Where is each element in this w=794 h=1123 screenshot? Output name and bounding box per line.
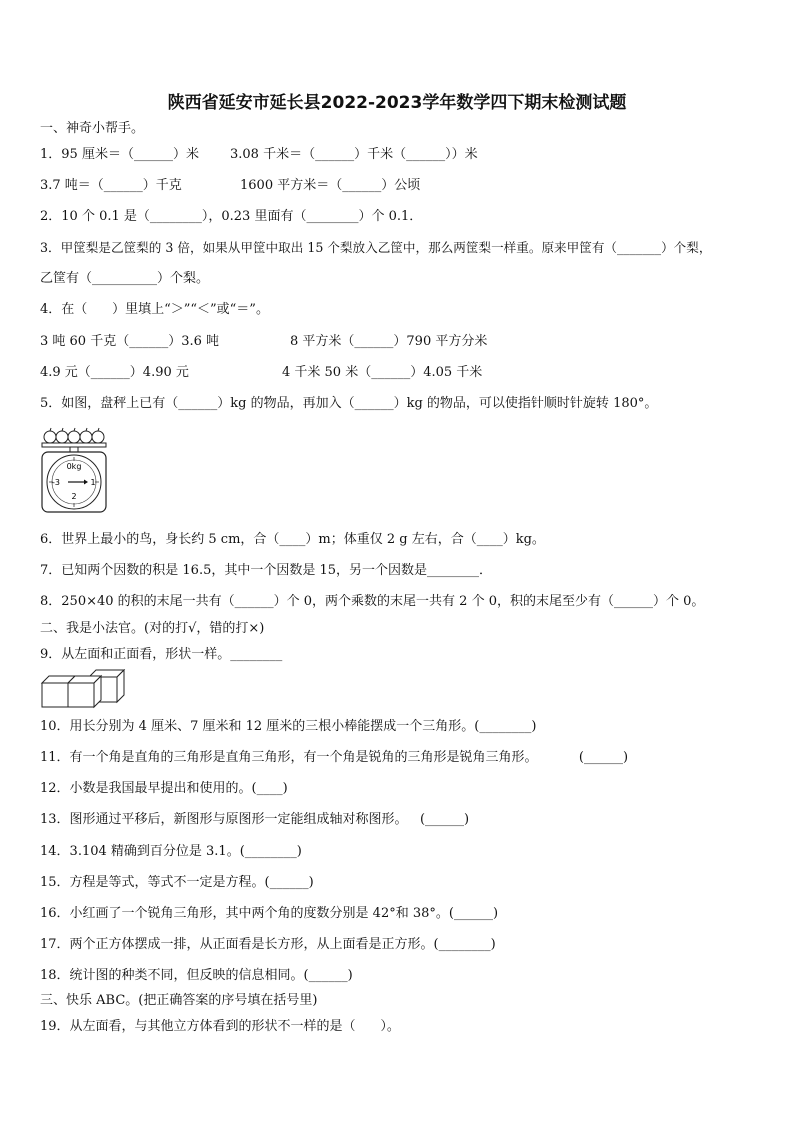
scale-tray: [42, 443, 106, 447]
question-4-part-b: 8 平方米（______）790 平方分米: [290, 334, 488, 349]
section-heading-1: 一、神奇小帮手。: [40, 121, 145, 136]
question-6: 6．世界上最小的鸟，身长约 5 cm，合（____）m；体重仅 2 g 左右，合（____）kg。: [40, 532, 545, 547]
question-12: 12．小数是我国最早提出和使用的。(____): [40, 781, 288, 796]
scale-label-left: -3: [52, 478, 60, 487]
question-16: 16．小红画了一个锐角三角形，其中两个角的度数分别是 42°和 38°。(______): [40, 906, 499, 921]
scale-label-top: 0kg: [66, 462, 82, 471]
question-17: 17．两个正方体摆成一排，从正面看是长方形，从上面看是正方形。(________): [40, 937, 496, 952]
question-3-line-1: 3．甲筐梨是乙筐梨的 3 倍，如果从甲筐中取出 15 个梨放入乙筐中，那么两筐梨一样重。原来甲筐有（_______）个梨，: [40, 240, 712, 255]
question-10: 10．用长分别为 4 厘米、7 厘米和 12 厘米的三根小棒能摆成一个三角形。(________): [40, 719, 537, 734]
question-9: 9．从左面和正面看，形状一样。________: [40, 647, 283, 662]
question-7: 7．已知两个因数的积是 16.5，其中一个因数是 15，另一个因数是________．: [40, 563, 493, 578]
question-8: 8．250×40 的积的末尾一共有（______）个 0，两个乘数的末尾一共有 2 个 0，积的末尾至少有（______）个 0。: [40, 594, 705, 609]
section-heading-3: 三、快乐 ABC。(把正确答案的序号填在括号里): [40, 993, 318, 1008]
question-19: 19．从左面看，与其他立方体看到的形状不一样的是（ ）。: [40, 1019, 400, 1034]
question-1-part-a: 1．95 厘米＝（______）米: [40, 147, 199, 162]
question-18: 18．统计图的种类不同，但反映的信息相同。(______): [40, 968, 353, 983]
apples-on-tray: [44, 428, 104, 443]
section-heading-2: 二、我是小法官。(对的打√，错的打×): [40, 621, 265, 636]
cubes-figure: [40, 669, 130, 709]
question-5: 5．如图，盘秤上已有（______）kg 的物品，再加入（______）kg 的物品，可以使指针顺时针旋转 180°。: [40, 396, 658, 411]
scale-figure: [38, 424, 110, 516]
question-11: 11．有一个角是直角的三角形是直角三角形，有一个角是锐角的三角形是锐角三角形。 (______): [40, 750, 629, 765]
scale-label-bottom: 2: [71, 492, 77, 501]
question-14: 14．3.104 精确到百分位是 3.1。(________): [40, 844, 302, 859]
question-1-part-d: 1600 平方米＝（______）公顷: [240, 178, 421, 193]
question-13: 13．图形通过平移后，新图形与原图形一定能组成轴对称图形。 (______): [40, 812, 470, 827]
question-1-part-b: 3.08 千米＝（______）千米（______））米: [230, 147, 478, 162]
question-1-part-c: 3.7 吨＝（______）千克: [40, 178, 182, 193]
question-2: 2．10 个 0.1 是（________），0.23 里面有（________）个 0.1．: [40, 209, 423, 224]
page-title: 陕西省延安市延长县2022-2023学年数学四下期末检测试题: [167, 93, 627, 113]
scale-label-right: 1: [90, 478, 96, 487]
question-4-part-a: 3 吨 60 千克（______）3.6 吨: [40, 334, 220, 349]
question-4-intro: 4．在（ ）里填上“＞”“＜”或“＝”。: [40, 302, 269, 317]
question-15: 15．方程是等式，等式不一定是方程。(______): [40, 875, 314, 890]
question-4-part-c: 4.9 元（______）4.90 元: [40, 365, 189, 380]
question-3-line-2: 乙筐有（__________）个梨。: [40, 271, 210, 286]
question-4-part-d: 4 千米 50 米（______）4.05 千米: [282, 365, 483, 380]
